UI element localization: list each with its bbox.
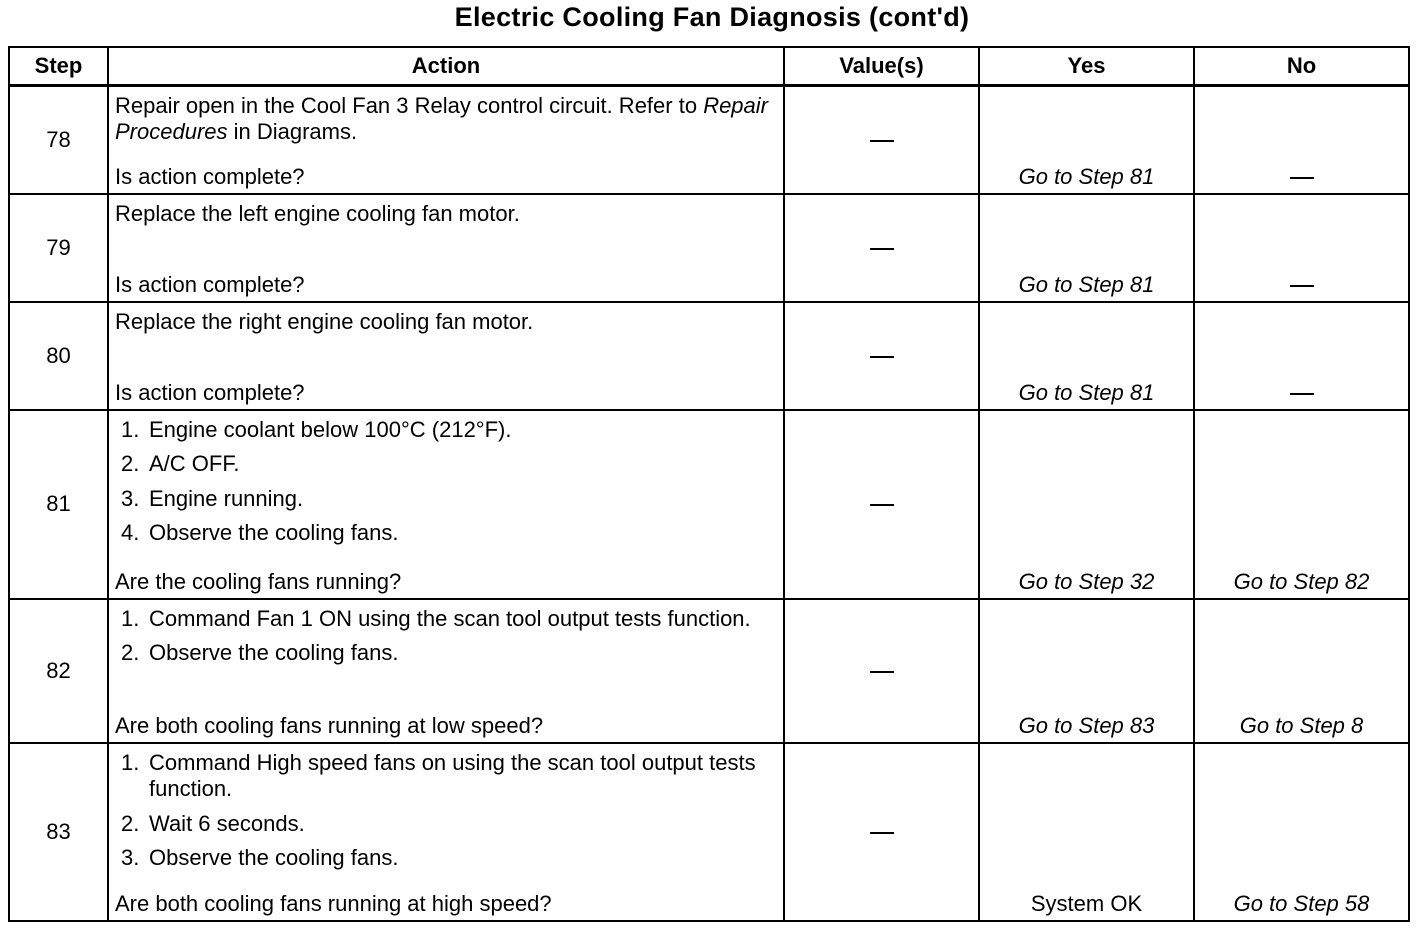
item-text: Command Fan 1 ON using the scan tool output tests function. (149, 606, 751, 631)
value-dash (870, 140, 894, 142)
yes-goto: Go to Step 32 (1018, 568, 1155, 594)
diagnosis-table (8, 46, 1410, 922)
no-goto: Go to Step 8 (1239, 712, 1364, 738)
action-question: Is action complete? (115, 163, 305, 189)
yes-cell (979, 743, 1194, 921)
no-goto: Go to Step 58 (1233, 890, 1370, 916)
list-item (115, 606, 777, 632)
action-cell (108, 743, 784, 921)
action-text-italic: Repair Procedures (115, 93, 768, 145)
list-item (115, 451, 777, 477)
item-number: 3. (121, 485, 140, 511)
header-values: Value(s) (784, 47, 979, 86)
item-number: 3. (121, 845, 140, 871)
action-question: Is action complete? (115, 271, 305, 297)
action-cell (108, 194, 784, 302)
table-row (9, 410, 1409, 599)
yes-cell (979, 86, 1194, 195)
action-question: Is action complete? (115, 379, 305, 405)
step-number: 78 (9, 86, 108, 195)
list-item (115, 845, 777, 871)
value-cell (784, 194, 979, 302)
yes-goto: Go to Step 81 (1018, 271, 1155, 297)
action-question: Are the cooling fans running? (115, 568, 402, 594)
item-text: Wait 6 seconds. (149, 810, 305, 836)
value-dash (870, 832, 894, 834)
no-dash (1290, 393, 1314, 395)
yes-cell (979, 302, 1194, 410)
item-number: 1. (121, 417, 140, 442)
action-question: Are both cooling fans running at high speed? (115, 890, 552, 916)
value-cell (784, 599, 979, 743)
table-header-row (9, 47, 1409, 86)
yes-cell (979, 410, 1194, 599)
action-text-part: in Diagrams. (227, 119, 358, 145)
list-item (115, 750, 777, 803)
list-item (115, 417, 777, 443)
list-item (115, 640, 777, 666)
yes-goto: Go to Step 81 (1018, 163, 1155, 189)
action-cell (108, 302, 784, 410)
table-row (9, 743, 1409, 921)
action-text: Replace the right engine cooling fan motor. (115, 309, 534, 334)
step-number: 82 (9, 599, 108, 743)
yes-result: System OK (1030, 890, 1143, 916)
value-dash (870, 248, 894, 250)
action-steps (115, 411, 777, 555)
no-cell (1194, 86, 1409, 195)
yes-goto: Go to Step 81 (1018, 379, 1155, 405)
no-cell (1194, 410, 1409, 599)
step-number: 81 (9, 410, 108, 599)
yes-cell (979, 599, 1194, 743)
list-item (115, 811, 777, 837)
value-dash (870, 356, 894, 358)
value-cell (784, 302, 979, 410)
table-row (9, 86, 1409, 195)
header-no: No (1194, 47, 1409, 86)
item-number: 1. (121, 750, 140, 775)
item-text: Engine coolant below 100°C (212°F). (149, 417, 512, 442)
action-question: Are both cooling fans running at low speed? (115, 712, 544, 738)
no-cell (1194, 743, 1409, 921)
item-number: 2. (121, 810, 140, 836)
no-cell (1194, 194, 1409, 302)
value-cell (784, 86, 979, 195)
step-number: 80 (9, 302, 108, 410)
step-number: 83 (9, 743, 108, 921)
value-cell (784, 410, 979, 599)
header-step: Step (9, 47, 108, 86)
item-number: 2. (121, 451, 140, 477)
no-goto: Go to Step 82 (1233, 568, 1370, 594)
action-text (115, 87, 777, 146)
list-item (115, 486, 777, 512)
no-cell (1194, 302, 1409, 410)
action-cell (108, 410, 784, 599)
step-number: 79 (9, 194, 108, 302)
item-text: Engine running. (149, 485, 304, 511)
action-cell (108, 599, 784, 743)
no-cell (1194, 599, 1409, 743)
value-dash (870, 504, 894, 506)
item-text: A/C OFF. (149, 451, 240, 477)
item-text: Observe the cooling fans. (149, 640, 399, 666)
no-dash (1290, 285, 1314, 287)
item-number: 4. (121, 520, 140, 546)
yes-cell (979, 194, 1194, 302)
action-text: Replace the left engine cooling fan motor. (115, 201, 520, 226)
action-steps (115, 744, 777, 880)
table-row (9, 194, 1409, 302)
header-yes: Yes (979, 47, 1194, 86)
item-number: 1. (121, 606, 140, 631)
header-action: Action (108, 47, 784, 86)
action-text-part: Repair open in the Cool Fan 3 Relay control circuit. Refer to (115, 93, 704, 118)
value-dash (870, 671, 894, 673)
list-item (115, 520, 777, 546)
action-cell (108, 86, 784, 195)
value-cell (784, 743, 979, 921)
item-text: Observe the cooling fans. (149, 520, 399, 546)
table-row (9, 302, 1409, 410)
table-row (9, 599, 1409, 743)
page-title: Electric Cooling Fan Diagnosis (cont'd) (454, 2, 970, 32)
item-number: 2. (121, 640, 140, 666)
yes-goto: Go to Step 83 (1018, 712, 1155, 738)
no-dash (1290, 177, 1314, 179)
item-text: Observe the cooling fans. (149, 845, 399, 871)
item-text: Command High speed fans on using the scan tool output tests function. (149, 750, 756, 802)
action-steps (115, 600, 777, 675)
